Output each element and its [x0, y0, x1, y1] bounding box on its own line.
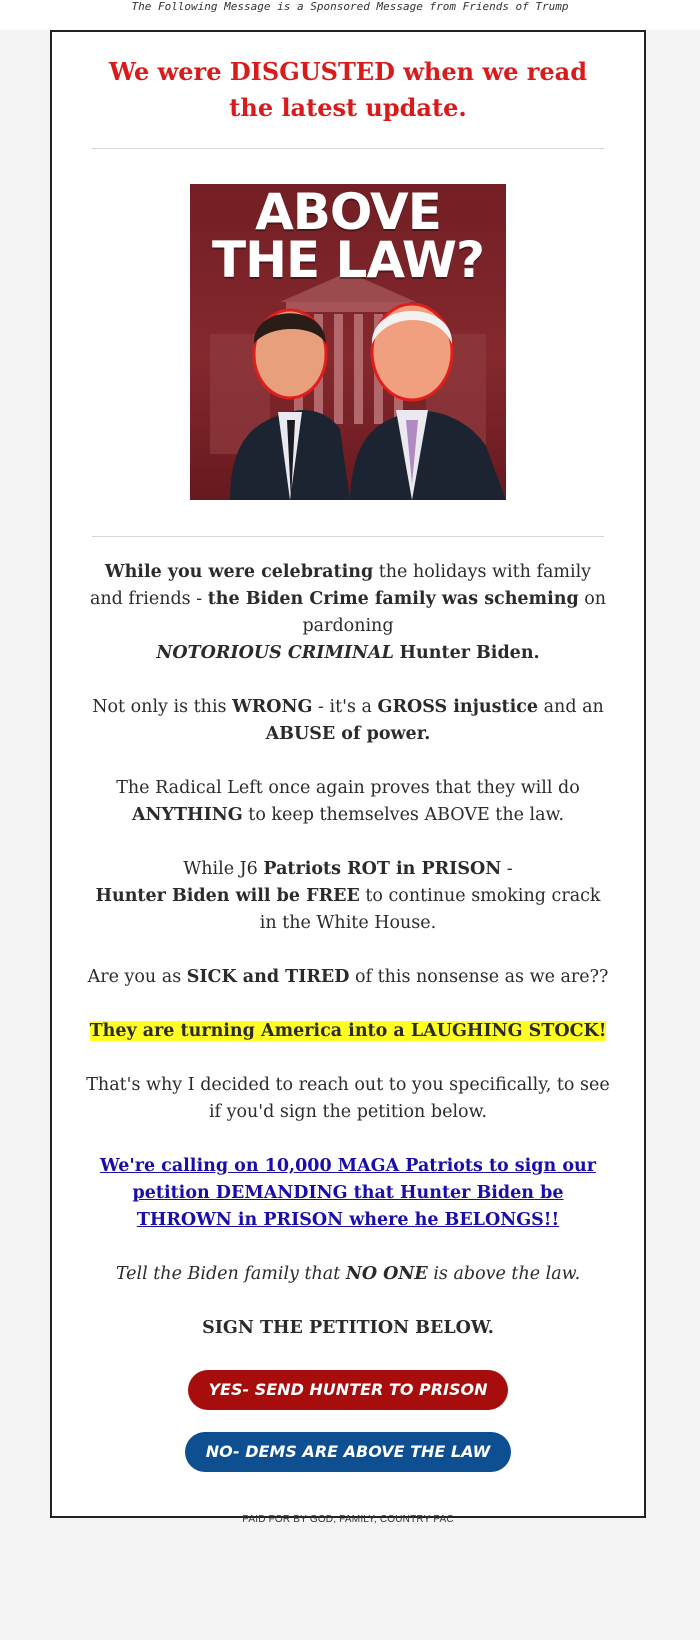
text: and an — [538, 697, 604, 717]
paragraph-petition-link — [86, 1153, 610, 1234]
headline: We were DISGUSTED when we read the latest update. — [109, 57, 587, 122]
text: Are you as — [87, 967, 187, 987]
hero-title — [190, 184, 506, 289]
bold-text: GROSS injustice — [377, 697, 539, 717]
text: to continue smoking crack in the White House. — [259, 886, 601, 933]
message-body — [86, 559, 610, 1342]
italic-bold-text: NOTORIOUS CRIMINAL — [156, 643, 394, 663]
paragraph-laughing-stock — [86, 1018, 610, 1045]
paragraph-celebrating — [86, 559, 610, 667]
text: to keep themselves ABOVE the law. — [242, 805, 565, 825]
paragraph-j6 — [86, 856, 610, 937]
paragraph-reach-out: That's why I decided to reach out to you specifically, to see if you'd sign the petition below. — [86, 1075, 610, 1122]
bold-text: Patriots ROT in PRISON — [263, 859, 502, 879]
italic-text: Tell the Biden family that — [115, 1264, 346, 1284]
hero-image — [190, 184, 506, 500]
bold-text: WRONG — [232, 697, 313, 717]
italic-bold-text: NO ONE — [345, 1264, 428, 1284]
text: Not only is this — [92, 697, 233, 717]
petition-link[interactable]: We're calling on 10,000 MAGA Patriots to sign our petition DEMANDING that Hunter Biden be THROWN in PRISON where he BELONGS!! — [100, 1156, 596, 1230]
no-button[interactable]: NO- DEMS ARE ABOVE THE LAW — [185, 1432, 511, 1472]
bold-text: ANYTHING — [131, 805, 243, 825]
bold-text: Hunter Biden. — [399, 643, 540, 663]
paragraph-sign — [86, 1315, 610, 1342]
italic-text: is above the law. — [427, 1264, 581, 1284]
bold-text: SIGN THE PETITION BELOW. — [202, 1318, 494, 1338]
text: The Radical Left once again proves that they will do — [116, 778, 580, 798]
bold-text: ABUSE of power. — [265, 724, 431, 744]
bold-text: the Biden Crime family was scheming — [207, 589, 579, 609]
hero-title-line2: THE LAW? — [212, 231, 484, 289]
bold-text: Hunter Biden will be FREE — [95, 886, 360, 906]
divider-bottom — [92, 536, 604, 537]
bold-text: While you were celebrating — [104, 562, 374, 582]
yes-button[interactable]: YES- SEND HUNTER TO PRISON — [188, 1370, 508, 1410]
paragraph-sick-tired — [86, 964, 610, 991]
divider-top — [92, 148, 604, 149]
paragraph-radical-left — [86, 775, 610, 829]
paid-for-disclaimer: PAID FOR BY GOD, FAMILY, COUNTRY PAC — [242, 1514, 454, 1525]
text: of this nonsense as we are?? — [349, 967, 609, 987]
sponsor-notice: The Following Message is a Sponsored Message from Friends of Trump — [0, 0, 700, 30]
text: on pardoning — [302, 589, 607, 636]
paragraph-no-one — [86, 1261, 610, 1288]
highlighted-text: They are turning America into a LAUGHING STOCK! — [89, 1021, 607, 1041]
bold-text: SICK and TIRED — [186, 967, 350, 987]
text: the holidays with family and friends - — [89, 562, 592, 609]
text: While J6 — [183, 859, 264, 879]
hero-title-line1: ABOVE — [255, 184, 441, 241]
paragraph-wrong — [86, 694, 610, 748]
email-card — [50, 30, 646, 1525]
text: - it's a — [312, 697, 378, 717]
text: - — [501, 859, 513, 879]
